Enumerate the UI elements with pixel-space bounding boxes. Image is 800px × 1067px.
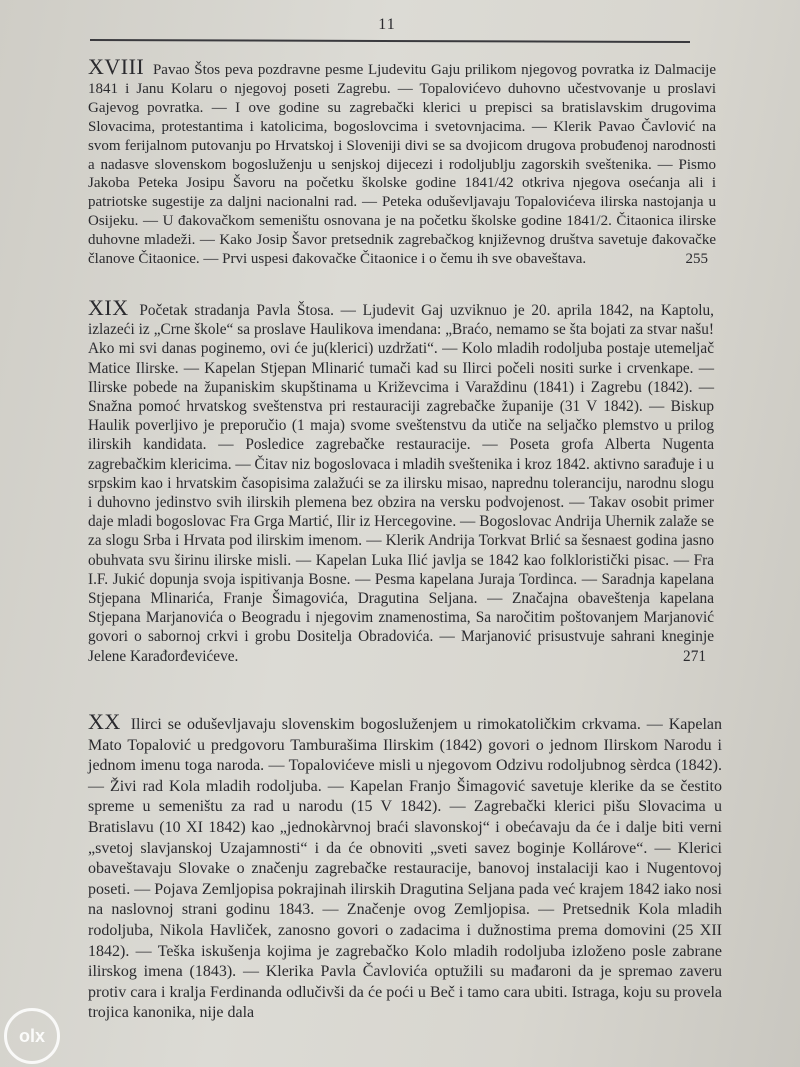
section-page-ref: 255: [685, 251, 708, 268]
section-numeral: XIX: [88, 295, 129, 320]
section-xviii: [88, 54, 716, 269]
header-rule: [90, 39, 690, 43]
section-xix: [88, 295, 714, 666]
section-page-ref: 271: [683, 647, 706, 665]
section-numeral: XX: [88, 709, 121, 734]
section-xx: [88, 709, 723, 1024]
section-numeral: XVIII: [88, 54, 145, 79]
section-text: Početak stradanja Pavla Štosa. — Ljudevit Gaj uzviknuo je 20. aprila 1842, na Kaptolu, izlazeći iz „Crne škole“ sa proslave Haulikova imendana: „Braćo, nemamo se šta bojati za stvar našu! Ako mi svi danas poginemo, ovi će ju(klerici) uzdržati“. — Kolo mladih rodoljuba postaje utemeljač Matice Ilirske. — Kapelan Stjepan Mlinarić tumači kad su Ilirci počeli nositi surke i crvenkape. — Ilirske pobede na županiskim skupštinama u Križevcima i Varaždinu (1841) i Zagrebu (1842). — Snažna pomoć hrvatskog sveštenstva pri restauraciji zagrebačke županije (31 V 1842). — Biskup Haulik poverljivo je preporučio (1 maja) svome sveštenstvu da utiče na seljačko plemstvo u prilog ilirskih kandidata. — Posledice zagrebačke restauracije. — Poseta grofa Alberta Nugenta zagrebačkim klericima. — Čitav niz bogoslovaca i mladih sveštenika i kroz 1842. aktivno sarađuje i u srpskim kao i hrvatskim časopisima zalažući se za ilirsku misao, naprednu toleranciju, narodnu slogu i duhovno jedinstvo svih ilirskih plemena bez obzira na versku podvojenost. — Takav osobit primer daje mladi bogoslovac Fra Grga Martić, Ilir iz Hercegovine. — Bogoslovac Andrija Uhernik zalaže se za slogu Srba i Hrvata pod ilirskim imenom. — Klerik Andrija Torkvat Brlić sa šesnaest godina jasno obuhvata svu širinu ilirske misli. — Kapelan Luka Ilić javlja se 1842 kao folkloristički pisac. — Fra I.F. Jukić dopunja svoja ispitivanja Bosne. — Pesma kapelana Juraja Tordinca. — Saradnja kapelana Stjepana Mlinarića, Franje Šimagovića, Dragutina Seljana. — Značajna obaveštenja kapelana Stjepana Marjanovića o Beogradu i njegovim znamenostima, Sa naročitim poštovanjem Marjanović govori o sabornoj crkvi i grobu Dositelja Obradovića. — Marjanović prisustvuje sahrani kneginje Jelene Karađorđevićeve.: [88, 302, 714, 665]
section-text: Ilirci se oduševljavaju slovenskim bogosluženjem u rimokatoličkim crkvama. — Kapelan Mato Topalović u predgovoru Tamburašima Ilirskim (1842) govori o jednom Ilirskom Narodu i jednom imenu toga naroda. — Topalovićeve misli u njegovom Odzivu rodoljubnog sèrdca (1842). — Živi rad Kola mladih rodoljuba. — Kapelan Franjo Šimagović savetuje klerike da se čestito spreme u semeništu za rad u narodu (15 V 1842). — Zagrebački klerici pišu Slovacima u Bratislavu (10 XI 1842) kao „jednokàrvnoj braći slavonskoj“ i obećavaju da će i dalje biti verni „svetoj slavjanskoj Uzajamnosti“ i da će obnoviti „sveti savez boginje Kollárove“. — Klerici obaveštavaju Slovake o značenju zagrebačke restauracije, banovoj instalaciji kao i Nugentovoj poseti. — Pojava Zemljopisa pokrajinah ilirskih Dragutina Seljana pada već krajem 1842 iako nosi na naslovnoj strani godinu 1843. — Značenje ovog Zemljopisa. — Pretsednik Kola mladih rodoljuba, Nikola Havliček, zanosno govori o zadacima i dužnostima prema domovini (25 XII 1842). — Teška iskušenja kojima je zagrebačko Kolo mladih rodoljuba izloženo posle zabrane ilirskog imena (1843). — Klerika Pavla Čavlovića optužili su mađaroni da je spremao zaveru protiv cara i kralja Ferdinanda odlučivši da će poći u Beč i tamo cara ubiti. Istraga, koju su provela trojica kanonika, nije dala: [88, 716, 723, 1022]
page-number: 11: [378, 16, 396, 33]
watermark-text: olx: [18, 1026, 45, 1046]
olx-logo: [4, 1008, 60, 1064]
section-text: Pavao Štos peva pozdravne pesme Ljudevitu Gaju prilikom njegovog povratka iz Dalmacije 1841 i Janu Kolaru o njegovoj poseti Zagrebu. — Topalovićevo duhovno učestvovanje u proslavi Gajevog povratka. — I ove godine su zagrebački klerici u prepisci sa bratislavskim drugovima Slovacima, protestantima i katolicima, bogoslovcima i svetovnjacima. — Klerik Pavao Čavlović na svom ferijalnom putovanju po Hrvatskoj i Sloveniji divi se sa dvojicom drugova probuđenoj narodnosti a nadasve slovenskom bogosluženju u senjskoj dijecezi i rodoljublju zagorskih sveštenika. — Pismo Jakoba Peteka Josipu Šavoru na početku školske godine 1841/42 otkriva njegova osećanja ali i patriotske sugestije za daljni nacionalni rad. — Peteka oduševljavaju Topalovićeva ilirska nastojanja u Osijeku. — U đakovačkom semeništu osnovana je na početku školske godine 1841/2. Čitaonica ilirske duhovne mladeži. — Kako Josip Šavor pretsednik zagrebačkog književnog društva savetuje đakovačke članove Čitaonice. — Prvi uspesi đakovačke Čitaonice i o čemu ih sve obaveštava.: [88, 62, 716, 268]
